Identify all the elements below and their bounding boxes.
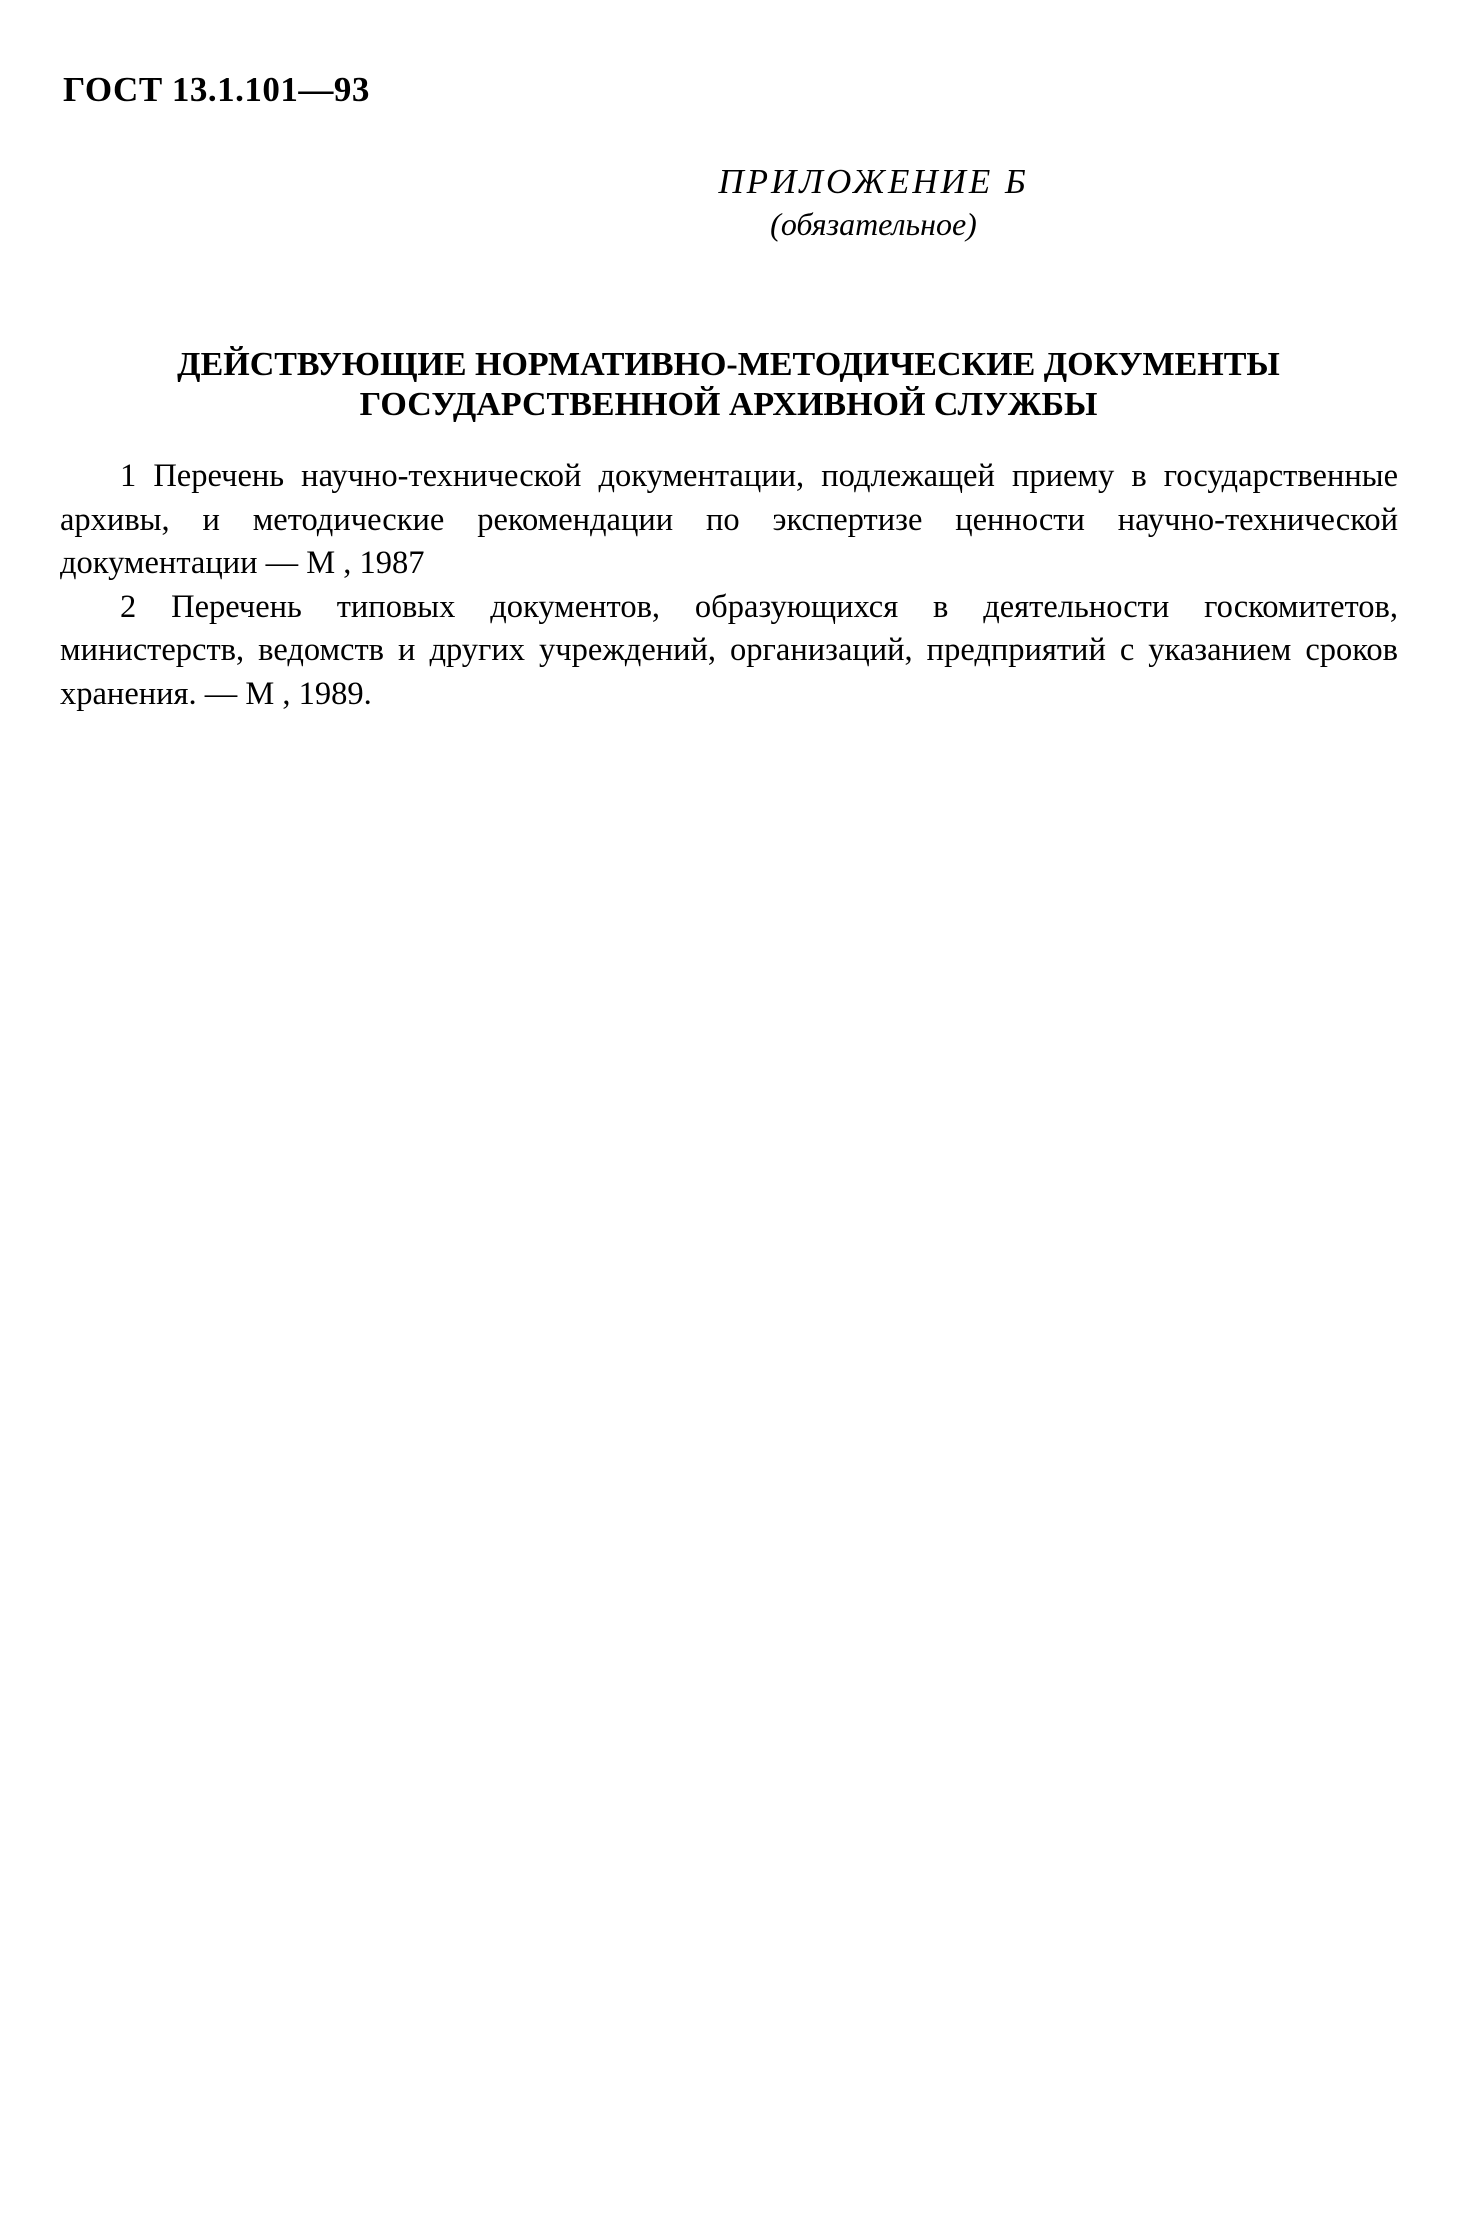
list-item: 1 Перечень научно-технической документации, подлежащей приему в государственные архивы, и методические рекомендации по экспертизе ценности научно-технической документации — М , 1987 (60, 458, 1398, 581)
annex-status: (обязательное) (770, 206, 977, 242)
annex-heading (0, 160, 1457, 244)
annex-title: ПРИЛОЖЕНИЕ Б (718, 162, 1029, 201)
standard-number: ГОСТ 13.1.101—93 (63, 70, 370, 109)
section-title (0, 345, 1457, 425)
section-title-line-1: ДЕЙСТВУЮЩИЕ НОРМАТИВНО-МЕТОДИЧЕСКИЕ ДОКУМЕНТЫ (177, 346, 1280, 383)
list-item: 2 Перечень типовых документов, образующихся в деятельности госкомитетов, министерств, ведомств и других учреждений, организаций, предприятий с указанием сроков хранения. — М , 1989. (60, 588, 1398, 712)
document-list (60, 455, 1398, 716)
section-title-line-2: ГОСУДАРСТВЕННОЙ АРХИВНОЙ СЛУЖБЫ (359, 386, 1098, 423)
